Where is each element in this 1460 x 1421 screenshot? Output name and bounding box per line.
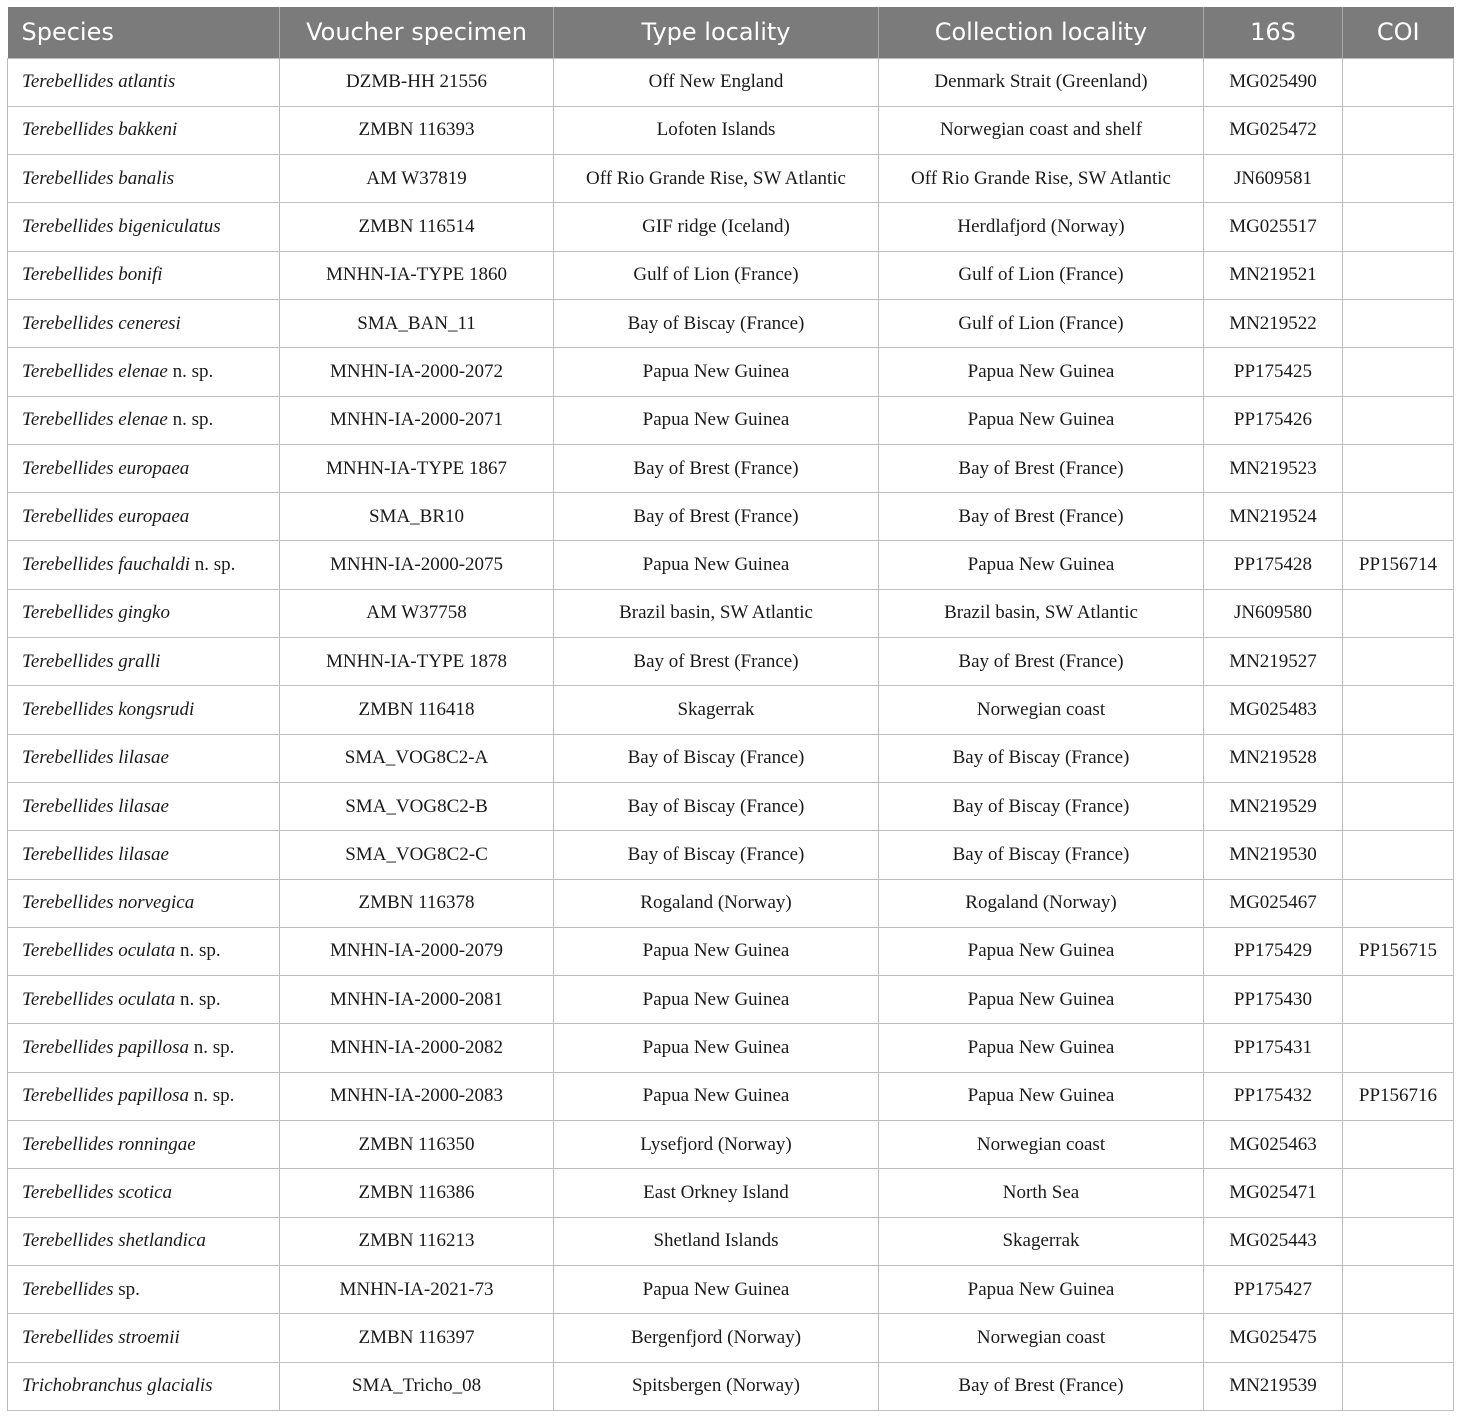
accession-16s-cell: PP175425 — [1204, 348, 1343, 396]
accession-16s-cell: PP175427 — [1204, 1265, 1343, 1313]
accession-coi-cell — [1343, 1121, 1454, 1169]
species-epithet: oculata — [118, 988, 176, 1010]
table-row — [8, 1024, 1454, 1072]
accession-16s-cell: MN219523 — [1204, 444, 1343, 492]
accession-coi-cell — [1343, 493, 1454, 541]
table-row — [8, 1217, 1454, 1265]
table-row — [8, 1121, 1454, 1169]
accession-16s-cell: MG025483 — [1204, 686, 1343, 734]
voucher-cell: AM W37819 — [280, 155, 554, 203]
species-genus: Terebellides — [22, 747, 114, 769]
species-genus: Terebellides — [22, 843, 114, 865]
accession-coi-cell — [1343, 299, 1454, 347]
table-row — [8, 734, 1454, 782]
collection-locality-cell: North Sea — [879, 1169, 1204, 1217]
species-genus: Terebellides — [22, 1037, 114, 1059]
species-epithet: lilasae — [118, 843, 169, 865]
header-coi: COI — [1376, 18, 1420, 47]
species-genus: Terebellides — [22, 892, 114, 914]
species-epithet: bakkeni — [118, 119, 178, 141]
accession-coi-cell — [1343, 155, 1454, 203]
accession-16s-cell: JN609580 — [1204, 589, 1343, 637]
accession-coi-cell — [1343, 831, 1454, 879]
species-genus: Terebellides — [22, 554, 114, 576]
species-suffix: n. sp. — [188, 1037, 235, 1059]
species-genus: Trichobranchus — [22, 1375, 143, 1397]
collection-locality-cell: Papua New Guinea — [879, 1265, 1204, 1313]
collection-locality-cell: Norwegian coast and shelf — [879, 106, 1204, 154]
table-row — [8, 1314, 1454, 1362]
collection-locality-cell: Bay of Brest (France) — [879, 493, 1204, 541]
type-locality-cell: Bay of Brest (France) — [554, 638, 879, 686]
voucher-cell: MNHN-IA-TYPE 1867 — [280, 444, 554, 492]
species-cell — [8, 1314, 280, 1362]
species-cell — [8, 879, 280, 927]
species-cell — [8, 831, 280, 879]
species-cell — [8, 299, 280, 347]
collection-locality-cell: Skagerrak — [879, 1217, 1204, 1265]
accession-coi-cell: PP156716 — [1343, 1072, 1454, 1120]
voucher-cell: ZMBN 116378 — [280, 879, 554, 927]
species-suffix: n. sp. — [175, 940, 221, 962]
table-row — [8, 879, 1454, 927]
type-locality-cell: Bay of Brest (France) — [554, 444, 879, 492]
species-cell — [8, 58, 280, 106]
species-epithet: bonifi — [118, 264, 163, 286]
table-row — [8, 348, 1454, 396]
species-cell — [8, 1362, 280, 1410]
table-row — [8, 396, 1454, 444]
voucher-cell: ZMBN 116213 — [280, 1217, 554, 1265]
species-epithet: shetlandica — [118, 1230, 206, 1252]
species-cell — [8, 396, 280, 444]
accession-coi-cell — [1343, 1362, 1454, 1410]
species-suffix: n. sp. — [167, 409, 214, 431]
voucher-cell: MNHN-IA-2021-73 — [280, 1265, 554, 1313]
species-genus: Terebellides — [22, 409, 114, 431]
species-suffix: sp. — [113, 1278, 140, 1300]
species-cell — [8, 976, 280, 1024]
species-epithet: elenae — [118, 409, 168, 431]
species-cell — [8, 638, 280, 686]
collection-locality-cell: Bay of Brest (France) — [879, 638, 1204, 686]
type-locality-cell: Papua New Guinea — [554, 976, 879, 1024]
species-epithet: papillosa — [118, 1085, 189, 1107]
accession-16s-cell: PP175430 — [1204, 976, 1343, 1024]
voucher-cell: SMA_Tricho_08 — [280, 1362, 554, 1410]
collection-locality-cell: Bay of Brest (France) — [879, 444, 1204, 492]
table-row — [8, 106, 1454, 154]
type-locality-cell: Papua New Guinea — [554, 396, 879, 444]
species-epithet: gralli — [118, 650, 161, 672]
species-cell — [8, 155, 280, 203]
species-epithet: glacialis — [147, 1375, 213, 1397]
voucher-cell: DZMB-HH 21556 — [280, 58, 554, 106]
accession-coi-cell — [1343, 1265, 1454, 1313]
species-genus: Terebellides — [22, 71, 114, 93]
species-cell — [8, 1121, 280, 1169]
table-body — [8, 58, 1454, 1410]
type-locality-cell: GIF ridge (Iceland) — [554, 203, 879, 251]
header-16s: 16S — [1204, 7, 1343, 58]
collection-locality-cell: Norwegian coast — [879, 1121, 1204, 1169]
type-locality-cell: Papua New Guinea — [554, 927, 879, 975]
voucher-cell: MNHN-IA-TYPE 1860 — [280, 251, 554, 299]
type-locality-cell: Gulf of Lion (France) — [554, 251, 879, 299]
species-suffix: n. sp. — [167, 360, 214, 382]
accession-coi-cell — [1343, 203, 1454, 251]
species-genus: Terebellides — [22, 699, 114, 720]
species-epithet: lilasae — [118, 747, 169, 769]
collection-locality-cell: Herdlafjord (Norway) — [879, 203, 1204, 251]
species-genus: Terebellides — [22, 1278, 114, 1300]
accession-16s-cell: MN219528 — [1204, 734, 1343, 782]
species-genus: Terebellides — [22, 1085, 114, 1107]
accession-16s-cell: MG025443 — [1204, 1217, 1343, 1265]
species-epithet: gingko — [118, 602, 170, 624]
species-genus: Terebellides — [22, 1326, 114, 1348]
species-genus: Terebellides — [22, 1133, 114, 1155]
species-genus: Terebellides — [22, 1181, 114, 1203]
species-genus: Terebellides — [22, 940, 114, 962]
accession-coi-cell — [1343, 106, 1454, 154]
accession-coi-cell — [1343, 1314, 1454, 1362]
table-row — [8, 299, 1454, 347]
collection-locality-cell: Rogaland (Norway) — [879, 879, 1204, 927]
species-genus: Terebellides — [22, 650, 114, 672]
accession-16s-cell: PP175432 — [1204, 1072, 1343, 1120]
collection-locality-cell: Off Rio Grande Rise, SW Atlantic — [879, 155, 1204, 203]
table-row — [8, 444, 1454, 492]
type-locality-cell: Lysefjord (Norway) — [554, 1121, 879, 1169]
type-locality-cell: Bergenfjord (Norway) — [554, 1314, 879, 1362]
collection-locality-cell: Papua New Guinea — [879, 1024, 1204, 1072]
accession-16s-cell: MN219529 — [1204, 782, 1343, 830]
species-genus: Terebellides — [22, 216, 114, 238]
collection-locality-cell: Papua New Guinea — [879, 348, 1204, 396]
accession-16s-cell: MG025517 — [1204, 203, 1343, 251]
species-cell — [8, 1024, 280, 1072]
accession-coi-cell — [1343, 396, 1454, 444]
accession-coi-cell: PP156715 — [1343, 927, 1454, 975]
table-header — [8, 7, 1454, 58]
voucher-cell: SMA_BAN_11 — [280, 299, 554, 347]
voucher-cell: SMA_BR10 — [280, 493, 554, 541]
species-cell — [8, 493, 280, 541]
species-epithet: kongsrudi — [118, 699, 195, 720]
collection-locality-cell: Gulf of Lion (France) — [879, 299, 1204, 347]
type-locality-cell: Lofoten Islands — [554, 106, 879, 154]
collection-locality-cell: Papua New Guinea — [879, 976, 1204, 1024]
voucher-cell: MNHN-IA-2000-2071 — [280, 396, 554, 444]
species-cell — [8, 348, 280, 396]
accession-16s-cell: MG025490 — [1204, 58, 1343, 106]
species-genus: Terebellides — [22, 119, 114, 141]
species-epithet: lilasae — [118, 795, 169, 817]
species-suffix: n. sp. — [188, 1085, 235, 1107]
type-locality-cell: Bay of Biscay (France) — [554, 299, 879, 347]
accession-16s-cell: PP175428 — [1204, 541, 1343, 589]
species-genus: Terebellides — [22, 264, 114, 286]
table-row — [8, 541, 1454, 589]
accession-coi-cell — [1343, 734, 1454, 782]
accession-coi-cell — [1343, 686, 1454, 734]
species-cell — [8, 203, 280, 251]
type-locality-cell: Off New England — [554, 58, 879, 106]
table-row — [8, 1362, 1454, 1410]
accession-16s-cell: MG025467 — [1204, 879, 1343, 927]
table-row — [8, 589, 1454, 637]
voucher-cell: MNHN-IA-2000-2079 — [280, 927, 554, 975]
voucher-cell: SMA_VOG8C2-B — [280, 782, 554, 830]
collection-locality-cell: Norwegian coast — [879, 686, 1204, 734]
species-epithet: norvegica — [118, 892, 195, 914]
collection-locality-cell: Papua New Guinea — [879, 1072, 1204, 1120]
collection-locality-cell: Gulf of Lion (France) — [879, 251, 1204, 299]
species-genus: Terebellides — [22, 1230, 114, 1252]
accession-coi-cell — [1343, 879, 1454, 927]
species-genus: Terebellides — [22, 988, 114, 1010]
accession-coi-cell — [1343, 58, 1454, 106]
voucher-cell: MNHN-IA-TYPE 1878 — [280, 638, 554, 686]
voucher-cell: MNHN-IA-2000-2075 — [280, 541, 554, 589]
species-epithet: papillosa — [118, 1037, 189, 1059]
accession-coi-cell — [1343, 976, 1454, 1024]
accession-16s-cell: MG025463 — [1204, 1121, 1343, 1169]
collection-locality-cell: Papua New Guinea — [879, 541, 1204, 589]
accession-16s-cell: MG025472 — [1204, 106, 1343, 154]
accession-coi-cell: PP156714 — [1343, 541, 1454, 589]
type-locality-cell: Papua New Guinea — [554, 348, 879, 396]
voucher-cell: SMA_VOG8C2-C — [280, 831, 554, 879]
accession-16s-cell: MN219530 — [1204, 831, 1343, 879]
type-locality-cell: Papua New Guinea — [554, 1072, 879, 1120]
type-locality-cell: Rogaland (Norway) — [554, 879, 879, 927]
accession-coi-cell — [1343, 348, 1454, 396]
species-epithet: scotica — [118, 1181, 173, 1203]
voucher-cell: ZMBN 116418 — [280, 686, 554, 734]
species-genus: Terebellides — [22, 457, 114, 479]
type-locality-cell: Bay of Biscay (France) — [554, 734, 879, 782]
voucher-cell: MNHN-IA-2000-2081 — [280, 976, 554, 1024]
type-locality-cell: Papua New Guinea — [554, 1265, 879, 1313]
collection-locality-cell: Bay of Biscay (France) — [879, 782, 1204, 830]
species-suffix: n. sp. — [175, 988, 221, 1010]
accession-16s-cell: PP175431 — [1204, 1024, 1343, 1072]
collection-locality-cell: Denmark Strait (Greenland) — [879, 58, 1204, 106]
species-genus: Terebellides — [22, 312, 114, 334]
species-epithet: banalis — [118, 167, 175, 189]
species-genus: Terebellides — [22, 167, 114, 189]
species-epithet: atlantis — [118, 71, 176, 93]
accession-coi-cell — [1343, 589, 1454, 637]
species-genus: Terebellides — [22, 795, 114, 817]
type-locality-cell: Bay of Biscay (France) — [554, 831, 879, 879]
type-locality-cell: East Orkney Island — [554, 1169, 879, 1217]
accession-coi-cell — [1343, 444, 1454, 492]
table-row — [8, 1169, 1454, 1217]
collection-locality-cell: Bay of Biscay (France) — [879, 734, 1204, 782]
collection-locality-cell: Brazil basin, SW Atlantic — [879, 589, 1204, 637]
species-suffix: n. sp. — [190, 554, 236, 576]
species-epithet: oculata — [118, 940, 176, 962]
table-row — [8, 203, 1454, 251]
accession-16s-cell: MN219527 — [1204, 638, 1343, 686]
voucher-cell: ZMBN 116397 — [280, 1314, 554, 1362]
header-type-locality: Type locality — [554, 7, 879, 58]
accession-16s-cell: PP175426 — [1204, 396, 1343, 444]
species-epithet: europaea — [118, 457, 190, 479]
table-row — [8, 1265, 1454, 1313]
species-epithet: bigeniculatus — [118, 216, 221, 238]
table-row — [8, 976, 1454, 1024]
type-locality-cell: Spitsbergen (Norway) — [554, 1362, 879, 1410]
species-table — [7, 7, 1454, 1411]
voucher-cell: MNHN-IA-2000-2072 — [280, 348, 554, 396]
species-cell — [8, 1217, 280, 1265]
type-locality-cell: Skagerrak — [554, 686, 879, 734]
header-row — [8, 7, 1454, 58]
species-cell — [8, 106, 280, 154]
table-row — [8, 927, 1454, 975]
voucher-cell: ZMBN 116350 — [280, 1121, 554, 1169]
species-epithet: ronningae — [118, 1133, 196, 1155]
header-collection-locality: Collection locality — [879, 7, 1204, 58]
species-cell — [8, 927, 280, 975]
accession-coi-cell — [1343, 638, 1454, 686]
species-cell — [8, 444, 280, 492]
accession-16s-cell: PP175429 — [1204, 927, 1343, 975]
table-row — [8, 58, 1454, 106]
accession-16s-cell: MG025475 — [1204, 1314, 1343, 1362]
species-epithet: ceneresi — [118, 312, 181, 334]
table-row — [8, 638, 1454, 686]
accession-coi-cell — [1343, 1169, 1454, 1217]
table-row — [8, 831, 1454, 879]
species-epithet: elenae — [118, 360, 168, 382]
species-epithet: stroemii — [118, 1326, 180, 1348]
table-row — [8, 782, 1454, 830]
type-locality-cell: Bay of Biscay (France) — [554, 782, 879, 830]
accession-coi-cell — [1343, 782, 1454, 830]
header-species: Species — [8, 7, 280, 58]
accession-16s-cell: MG025471 — [1204, 1169, 1343, 1217]
type-locality-cell: Brazil basin, SW Atlantic — [554, 589, 879, 637]
species-genus: Terebellides — [22, 360, 114, 382]
table-row — [8, 493, 1454, 541]
table-row — [8, 155, 1454, 203]
accession-coi-cell — [1343, 251, 1454, 299]
voucher-cell: AM W37758 — [280, 589, 554, 637]
voucher-cell: ZMBN 116514 — [280, 203, 554, 251]
accession-coi-cell — [1343, 1024, 1454, 1072]
accession-16s-cell: MN219539 — [1204, 1362, 1343, 1410]
type-locality-cell: Papua New Guinea — [554, 1024, 879, 1072]
type-locality-cell: Papua New Guinea — [554, 541, 879, 589]
accession-16s-cell: MN219524 — [1204, 493, 1343, 541]
voucher-cell: MNHN-IA-2000-2082 — [280, 1024, 554, 1072]
type-locality-cell: Off Rio Grande Rise, SW Atlantic — [554, 155, 879, 203]
collection-locality-cell: Papua New Guinea — [879, 396, 1204, 444]
accession-16s-cell: JN609581 — [1204, 155, 1343, 203]
species-cell — [8, 1072, 280, 1120]
collection-locality-cell: Bay of Biscay (France) — [879, 831, 1204, 879]
species-genus: Terebellides — [22, 602, 114, 624]
species-cell — [8, 686, 280, 734]
voucher-cell: MNHN-IA-2000-2083 — [280, 1072, 554, 1120]
table-row — [8, 686, 1454, 734]
collection-locality-cell: Bay of Brest (France) — [879, 1362, 1204, 1410]
type-locality-cell: Shetland Islands — [554, 1217, 879, 1265]
collection-locality-cell: Papua New Guinea — [879, 927, 1204, 975]
voucher-cell: ZMBN 116386 — [280, 1169, 554, 1217]
table-row — [8, 251, 1454, 299]
species-cell — [8, 541, 280, 589]
header-voucher: Voucher specimen — [280, 7, 554, 58]
type-locality-cell: Bay of Brest (France) — [554, 493, 879, 541]
voucher-cell: ZMBN 116393 — [280, 106, 554, 154]
table-row — [8, 1072, 1454, 1120]
species-cell — [8, 734, 280, 782]
accession-coi-cell — [1343, 1217, 1454, 1265]
species-cell — [8, 1169, 280, 1217]
species-cell — [8, 251, 280, 299]
species-genus: Terebellides — [22, 505, 114, 527]
species-epithet: europaea — [118, 505, 190, 527]
species-cell — [8, 782, 280, 830]
accession-16s-cell: MN219522 — [1204, 299, 1343, 347]
species-cell — [8, 589, 280, 637]
species-epithet: fauchaldi — [118, 554, 191, 576]
collection-locality-cell: Norwegian coast — [879, 1314, 1204, 1362]
voucher-cell: SMA_VOG8C2-A — [280, 734, 554, 782]
species-cell — [8, 1265, 280, 1313]
accession-16s-cell: MN219521 — [1204, 251, 1343, 299]
